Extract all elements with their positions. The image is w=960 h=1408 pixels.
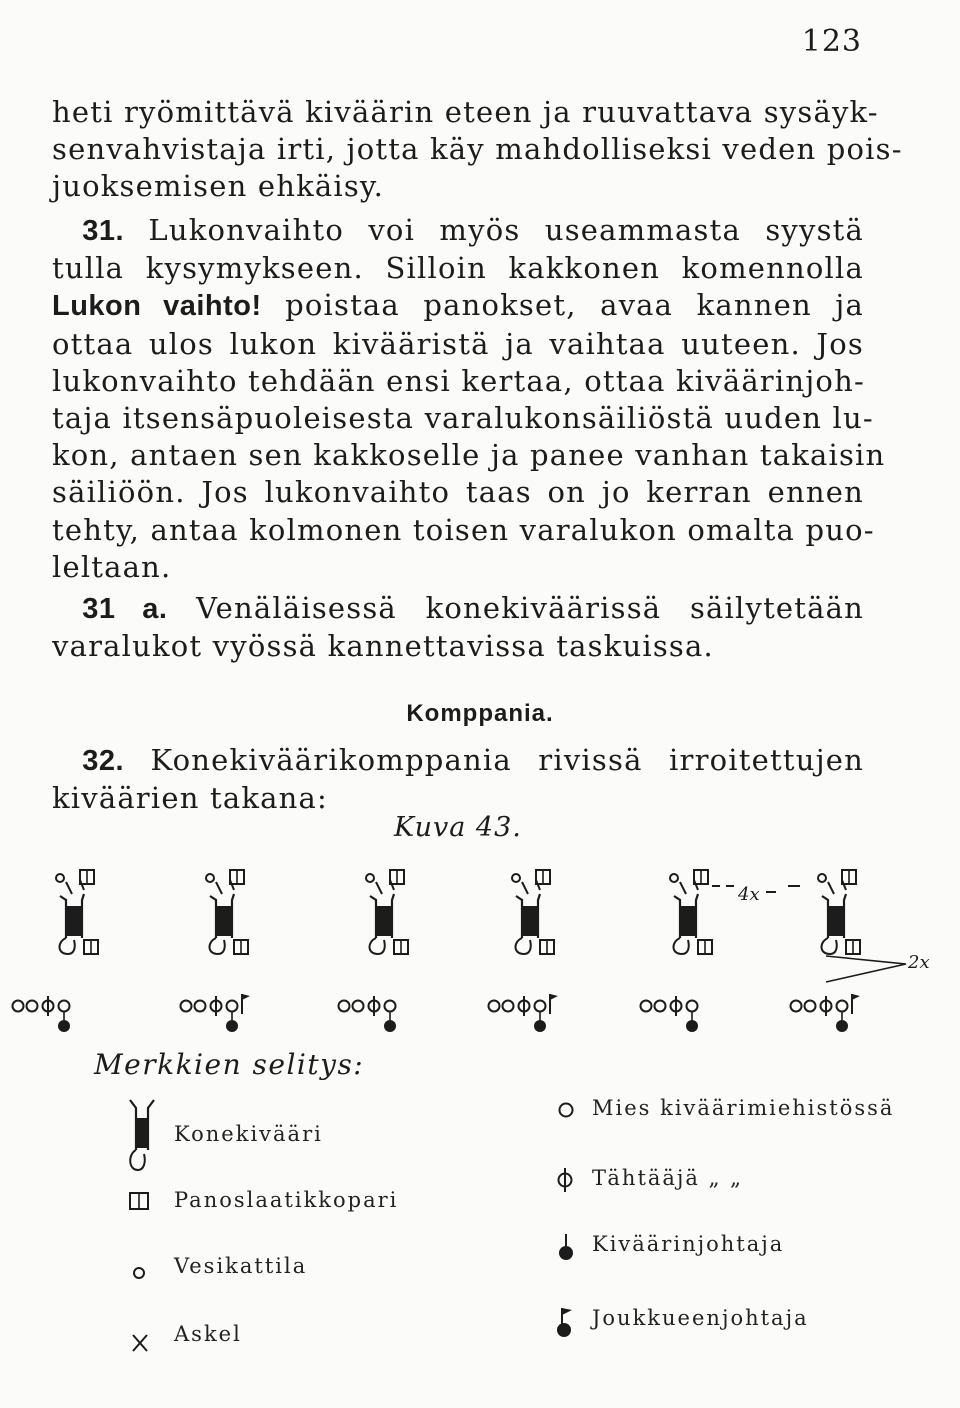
text-fragment: Konekiväärikomppania rivissä irroitettujen <box>124 743 864 777</box>
gunner-icon <box>554 1166 576 1194</box>
text-fragment: Venäläisessä konekiväärissä säilytetään <box>167 591 864 625</box>
text-line: leltaan. <box>52 549 172 584</box>
section-number: 31. <box>82 215 125 247</box>
text-line: kon, antaen sen kakkoselle ja panee vanhan takaisin <box>52 438 886 473</box>
text-line <box>52 287 864 325</box>
legend-label-platoon-leader: Joukkueenjohtaja <box>592 1306 809 1330</box>
legend-label-water-kettle: Vesikattila <box>174 1254 308 1278</box>
ammo-box-icon <box>128 1190 150 1212</box>
step-annotation: 2x <box>908 952 930 973</box>
command-text: Lukon vaihto! <box>52 290 262 323</box>
gun-unit-4 <box>489 870 559 1032</box>
text-line: taja itsensäpuoleisesta varalukonsäiliöstä uuden lu- <box>52 401 874 436</box>
gun-unit-5 <box>641 870 713 1032</box>
paragraph-4 <box>52 742 864 817</box>
text-fragment: poistaa panokset, avaa kannen ja <box>261 288 864 323</box>
gun-unit-6 <box>791 870 861 1032</box>
section-number: 31 a. <box>82 593 168 625</box>
text-line: tehty, antaa kolmonen toisen varalukon omalta puo- <box>52 512 875 547</box>
text-line: lukonvaihto tehdään ensi kertaa, ottaa kiväärinjoh- <box>52 363 865 398</box>
text-line: juoksemisen ehkäisy. <box>52 169 385 204</box>
legend-label-machine-gun: Konekivääri <box>174 1122 323 1146</box>
step-icon <box>130 1332 150 1354</box>
text-line: ottaa ulos lukon kivääristä ja vaihtaa uuteen. Jos <box>52 326 864 361</box>
legend-label-ammo-box: Panoslaatikkopari <box>174 1188 399 1212</box>
gun-unit-3 <box>339 870 409 1032</box>
text-line: säiliöön. Jos lukonvaihto taas on jo kerran ennen <box>52 475 864 510</box>
section-number: 32. <box>82 745 125 777</box>
page-number: 123 <box>801 24 862 59</box>
legend-label-step: Askel <box>174 1322 242 1346</box>
text-line: varalukot vyössä kannettavissa taskuissa. <box>52 629 714 664</box>
legend-label-man: Mies kiväärimiehistössä <box>592 1096 895 1120</box>
step-annotation: 4x <box>738 884 760 905</box>
text-line <box>52 212 864 250</box>
gun-leader-icon <box>556 1232 576 1262</box>
paragraph-3 <box>52 590 864 665</box>
company-formation-diagram <box>0 860 960 1050</box>
paragraph-1 <box>52 94 903 206</box>
water-kettle-icon <box>130 1264 148 1282</box>
gun-unit-2 <box>181 870 251 1032</box>
text-line: senvahvistaja irti, jotta käy mahdolliseksi veden pois- <box>52 132 903 167</box>
section-title: Komppania. <box>406 700 554 727</box>
text-line: tulla kysymykseen. Silloin kakkonen komennolla <box>52 251 864 286</box>
gun-unit-1 <box>13 870 99 1032</box>
text-line: heti ryömittävä kiväärin eteen ja ruuvattava sysäyk- <box>52 95 879 129</box>
paragraph-2 <box>52 212 886 586</box>
machine-gun-icon <box>126 1098 160 1178</box>
text-fragment: Lukonvaihto voi myös useammasta syystä <box>124 213 864 247</box>
legend-label-gunner: Tähtääjä „ „ <box>592 1166 744 1190</box>
figure-caption: Kuva 43. <box>394 812 522 843</box>
legend-label-gun-leader: Kiväärinjohtaja <box>592 1232 785 1256</box>
man-icon <box>556 1100 576 1120</box>
legend-title: Merkkien selitys: <box>94 1048 365 1081</box>
text-line <box>52 742 864 780</box>
text-line <box>52 590 864 628</box>
platoon-leader-icon <box>554 1306 578 1338</box>
text-line: kiväärien takana: <box>52 781 328 816</box>
